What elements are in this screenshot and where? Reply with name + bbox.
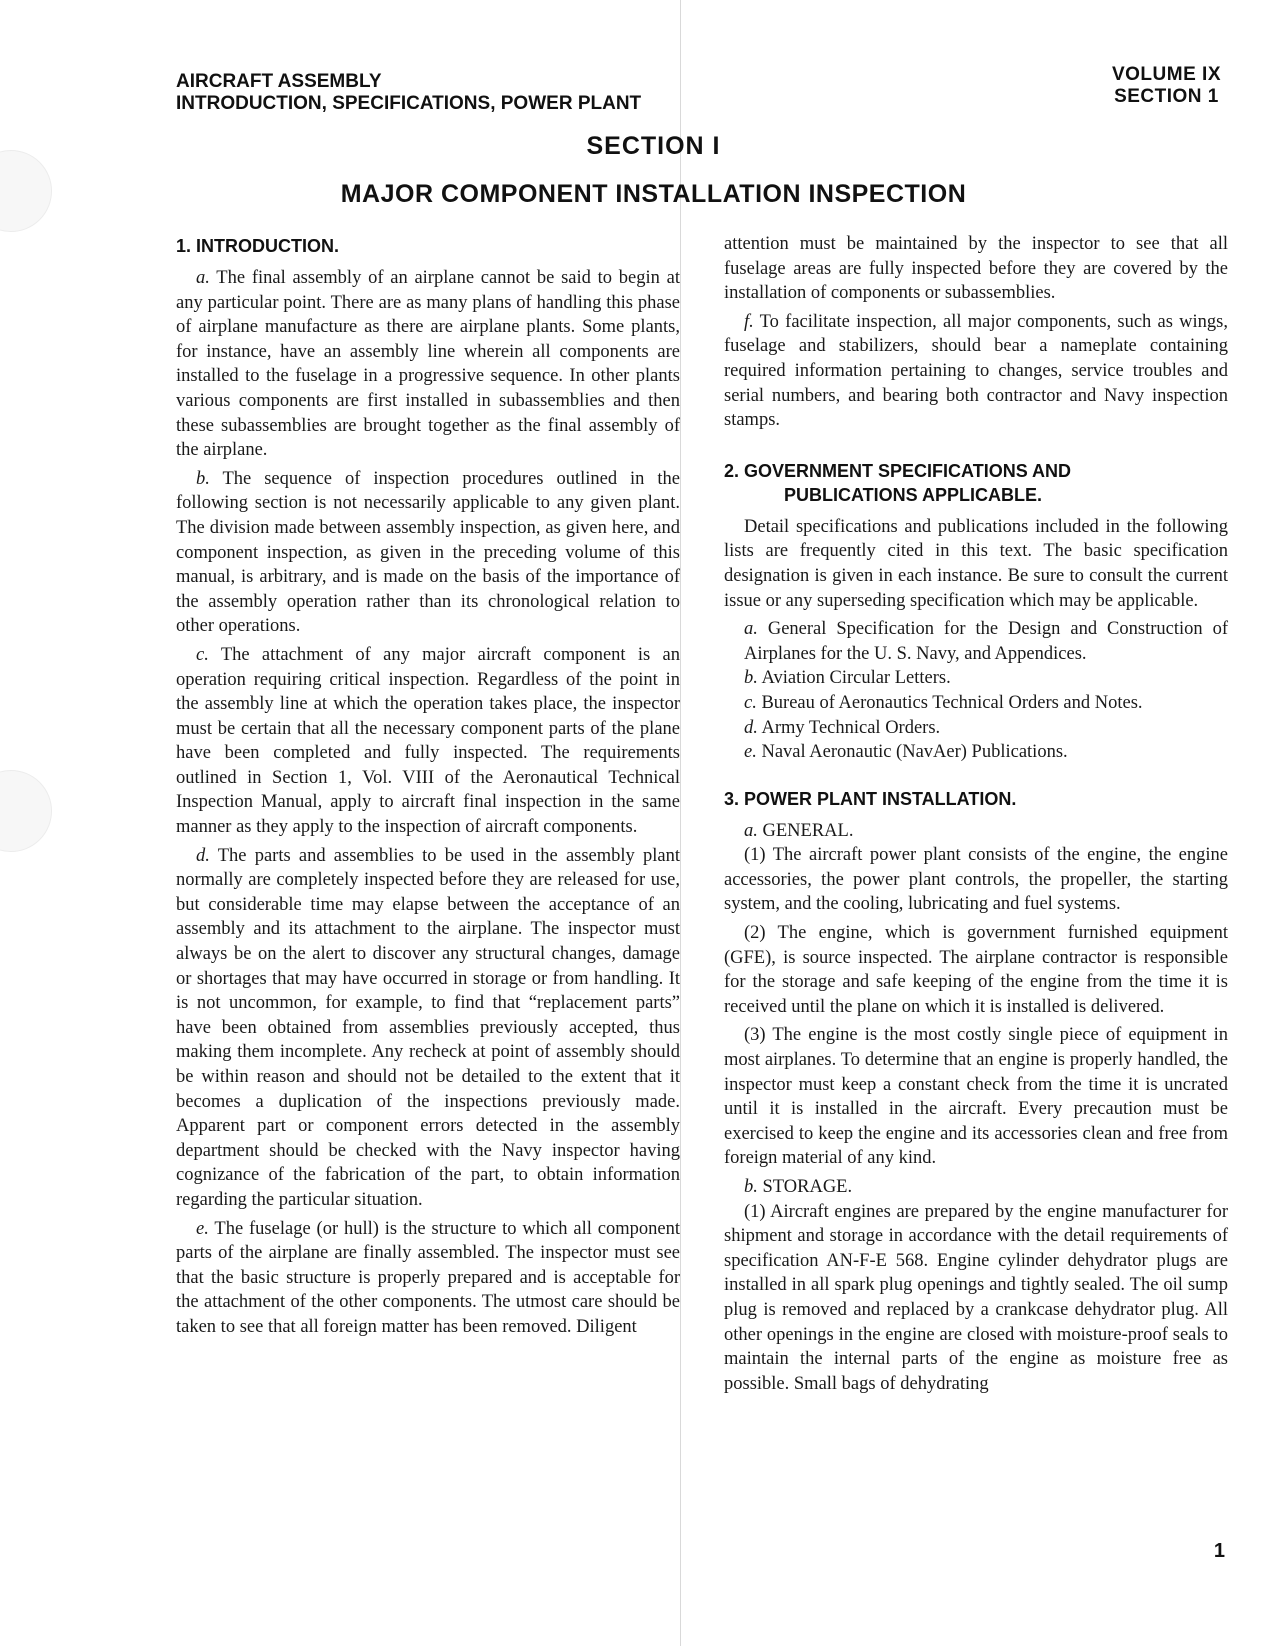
para-label: e. (196, 1218, 209, 1239)
paragraph-continued: attention must be maintained by the inspector to see that all fuselage areas are fully inspected before they are covered by the installation of components or subassemblies. (724, 234, 1228, 304)
item-label: e. (744, 742, 757, 763)
page-title: MAJOR COMPONENT INSTALLATION INSPECTION (340, 180, 967, 208)
paragraph: (1) The aircraft power plant consists of the engine, the engine accessories, the power plant controls, the propeller, the starting system, and the cooling, lubricating and fuel systems. (724, 845, 1228, 915)
list-item (724, 740, 1228, 765)
punch-hole (0, 770, 52, 852)
section-heading (724, 459, 1228, 507)
para-text: The parts and assemblies to be used in the assembly plant normally are completely inspected before they are released for use, but considerable time may elapse between the acceptance of an assembly and its attachment to the airplane. The inspector must always be on the alert to discover any structural changes, damage or shortages that may have occurred in storage or from handling. It is not uncommon, for example, to find that “replacement parts” have been obtained from assemblies previously accepted, thus making them incomplete. Any recheck at point of assembly should be within reason and should not be detailed to the extent that it becomes a duplication of the inspections previously made. Apparent part or component errors detected in the assembly department should be checked with the Navy inspector having cognizance of the fabrication of the part, to obtain information regarding the particular situation. (176, 845, 680, 1210)
section-heading: 3. POWER PLANT INSTALLATION. (724, 788, 1017, 809)
para-text: The attachment of any major aircraft component is an operation requiring critical inspection. Regardless of the point in the assembly line at which the operation takes place, the inspector must be certain that all the necessary component parts of the plane have been completed and fully inspected. The requirements outlined in Section 1, Vol. VIII of the Aeronautical Technical Inspection Manual, apply to aircraft final inspection in the same manner as they apply to the inspection of aircraft components. (176, 644, 681, 838)
subsection-title (724, 819, 1228, 844)
left-column (176, 234, 680, 1344)
spacer (724, 437, 1228, 459)
list-item (724, 617, 1228, 666)
header-section: SECTION 1 (1114, 86, 1219, 107)
para-text: The sequence of inspection procedures outlined in the following section is not necessarily applicable to any given plant. The division made between assembly inspection, as given here, and component inspection, as given in the preceding volume of this manual, is arbitrary, and is made on the basis of the importance of the assembly operation rather than its chronological relation to other operations. (176, 468, 680, 637)
item-text: Naval Aeronautic (NavAer) Publications. (761, 742, 1068, 763)
para-label: c. (196, 644, 209, 665)
section-title: SECTION I (586, 132, 721, 160)
item-label: b. (744, 668, 758, 689)
item-label: c. (744, 692, 757, 713)
para-text: The fuselage (or hull) is the structure to which all component parts of the airplane are finally assembled. The inspector must see that the basic structure is properly prepared and is acceptable for the attachment of the other components. The utmost care should be taken to see that all foreign matter has been removed. Diligent (176, 1218, 680, 1337)
running-header-right (1112, 64, 1221, 108)
subsection-title (724, 1175, 1228, 1200)
para-label: f. (744, 311, 754, 332)
item-label: a. (744, 619, 758, 640)
header-volume: VOLUME IX (1111, 64, 1221, 85)
para-text: The final assembly of an airplane cannot be said to begin at any particular point. There are as many plans of handling this phase of airplane manufacture as there are airplane plants. Some plants, for instance, have an assembly line wherein all components are installed to the fuselage in a progressive sequence. In other plants various components are first installed in subassemblies and then these subassemblies are brought together as the final assembly of the airplane. (176, 268, 680, 461)
heading-line: PUBLICATIONS APPLICABLE. (784, 484, 1043, 505)
item-text: Bureau of Aeronautics Technical Orders and Notes. (761, 692, 1143, 713)
paragraph: (1) Aircraft engines are prepared by the engine manufacturer for shipment and storage in accordance with the detail requirements of specification AN-F-E 568. Engine cylinder dehydrator plugs are installed in all spark plug openings and tightly sealed. The oil sump plug is removed and replaced by a crankcase dehydrator plug. All other openings in the engine are closed with moisture-proof seals to maintain the internal parts of the engine as moisture free as possible. Small bags of dehydrating (724, 1201, 1228, 1394)
paragraph (176, 266, 680, 463)
right-column (724, 232, 1228, 1400)
list-item (724, 716, 1228, 741)
running-header-left (176, 71, 641, 115)
item-text: STORAGE. (762, 1177, 853, 1197)
page-number: 1 (1213, 1540, 1225, 1562)
item-text: General Specification for the Design and Construction of Airplanes for the U. S. Navy, and Appendices. (744, 619, 1229, 664)
paragraph: (2) The engine, which is government furnished equipment (GFE), is source inspected. The airplane contractor is responsible for the storage and safe keeping of the engine from the time it is received until the plane on which it is installed is delivered. (724, 923, 1228, 1017)
item-text: Aviation Circular Letters. (761, 668, 951, 689)
paragraph (176, 467, 680, 639)
section-heading: 1. INTRODUCTION. (176, 236, 340, 256)
paragraph (176, 1217, 680, 1340)
paragraph (176, 844, 680, 1213)
item-text: Army Technical Orders. (761, 717, 941, 738)
list-item (724, 666, 1228, 691)
item-label: b. (744, 1177, 758, 1197)
heading-line: 2. GOVERNMENT SPECIFICATIONS AND (724, 460, 1072, 481)
paragraph: Detail specifications and publications included in the following lists are frequently cited in this text. The basic specification designation is given in each instance. Be sure to consult the current issue or any superseding specification which may be applicable. (724, 516, 1228, 611)
list-item (724, 691, 1228, 716)
item-label: a. (744, 820, 758, 841)
para-label: d. (196, 845, 210, 866)
spacer (724, 765, 1228, 787)
para-label: b. (196, 468, 210, 489)
para-text: To facilitate inspection, all major components, such as wings, fuselage and stabilizers, should bear a nameplate containing required information pertaining to changes, service troubles and serial numbers, and bearing both contractor and Navy inspection stamps. (724, 311, 1228, 431)
item-text: GENERAL. (762, 820, 854, 841)
page-fold-line (680, 0, 681, 1646)
paragraph: (3) The engine is the most costly single piece of equipment in most airplanes. To determine that an engine is properly handled, the inspector must keep a constant check from the time it is uncrated until it is installed in the aircraft. Every precaution must be exercised to keep the engine and its accessories clean and free from foreign material of any kind. (724, 1025, 1228, 1169)
header-line: AIRCRAFT ASSEMBLY (176, 71, 382, 92)
paragraph (176, 643, 680, 840)
item-label: d. (744, 717, 758, 738)
header-line: INTRODUCTION, SPECIFICATIONS, POWER PLANT (176, 93, 642, 114)
paragraph (724, 310, 1228, 433)
para-label: a. (196, 268, 210, 288)
